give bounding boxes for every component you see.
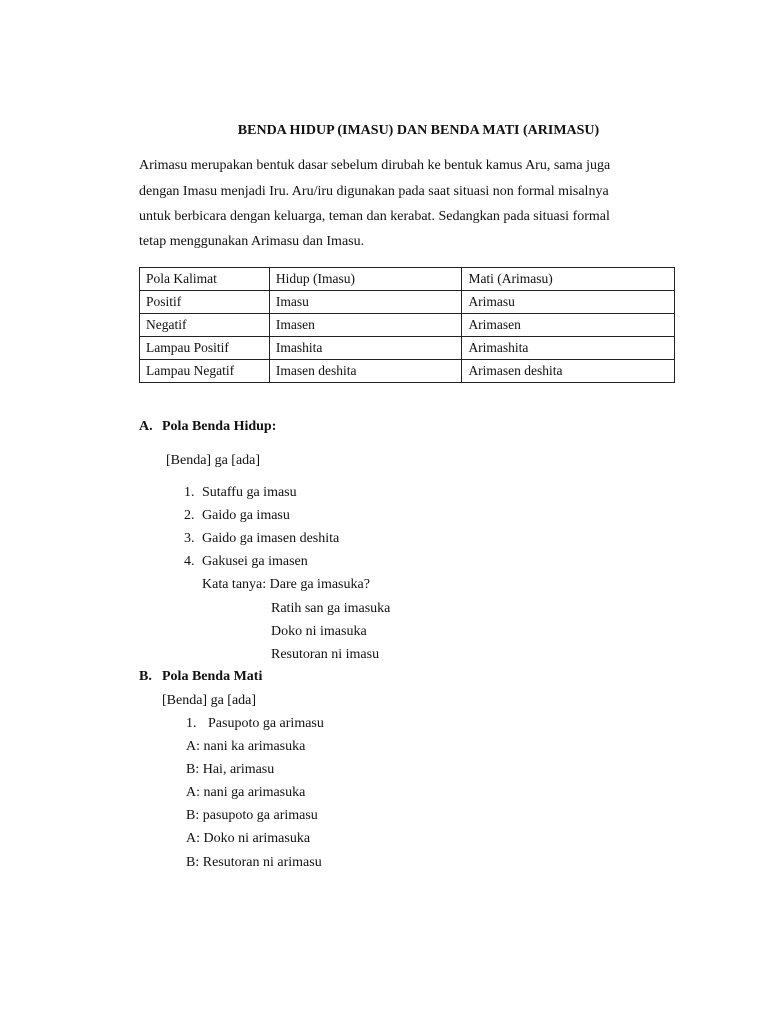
table-header-row bbox=[140, 268, 675, 291]
dialog-line: B: pasupoto ga arimasu bbox=[186, 808, 318, 823]
table-cell: Arimasu bbox=[462, 291, 675, 314]
table-cell: Arimashita bbox=[462, 337, 675, 360]
section-a-marker: A. bbox=[139, 419, 153, 434]
table-cell: Imasu bbox=[269, 291, 462, 314]
intro-line: untuk berbicara dengan keluarga, teman dan kerabat. Sedangkan pada situasi formal bbox=[139, 209, 610, 224]
table-cell: Arimasen deshita bbox=[462, 360, 675, 383]
table-cell: Imashita bbox=[269, 337, 462, 360]
list-item: Pasupoto ga arimasu bbox=[208, 716, 324, 731]
dialog-line: B: Resutoran ni arimasu bbox=[186, 855, 322, 870]
intro-line: Arimasu merupakan bentuk dasar sebelum dirubah ke bentuk kamus Aru, sama juga bbox=[139, 158, 611, 173]
intro-line: dengan Imasu menjadi Iru. Aru/iru digunakan pada saat situasi non formal misalnya bbox=[139, 184, 609, 199]
question-line: Doko ni imasuka bbox=[271, 624, 367, 639]
table-row bbox=[140, 314, 675, 337]
dialog-line: A: nani ka arimasuka bbox=[186, 739, 306, 754]
forms-table bbox=[139, 267, 675, 383]
section-a-pattern: [Benda] ga [ada] bbox=[166, 453, 261, 468]
table-cell: Imasen bbox=[269, 314, 462, 337]
list-item: Sutaffu ga imasu bbox=[202, 485, 297, 500]
dialog-line: A: Doko ni arimasuka bbox=[186, 831, 311, 846]
list-item: Gakusei ga imasen bbox=[202, 554, 308, 569]
list-item-number: 4. bbox=[184, 554, 195, 569]
intro-line: tetap menggunakan Arimasu dan Imasu. bbox=[139, 234, 365, 249]
table-header-cell: Hidup (Imasu) bbox=[269, 268, 462, 291]
dialog-line: B: Hai, arimasu bbox=[186, 762, 275, 777]
dialog-line: A: nani ga arimasuka bbox=[186, 785, 306, 800]
table-cell: Lampau Positif bbox=[140, 337, 270, 360]
table-cell: Lampau Negatif bbox=[140, 360, 270, 383]
list-item: Gaido ga imasen deshita bbox=[202, 531, 340, 546]
section-b-heading: Pola Benda Mati bbox=[162, 669, 263, 684]
table-cell: Negatif bbox=[140, 314, 270, 337]
section-b-pattern: [Benda] ga [ada] bbox=[162, 693, 257, 708]
list-item-number: 1. bbox=[184, 485, 195, 500]
list-item-number: 1. bbox=[186, 716, 197, 731]
table-cell: Positif bbox=[140, 291, 270, 314]
table-row bbox=[140, 291, 675, 314]
list-item-number: 2. bbox=[184, 508, 195, 523]
list-item: Gaido ga imasu bbox=[202, 508, 290, 523]
table-row bbox=[140, 337, 675, 360]
list-item-number: 3. bbox=[184, 531, 195, 546]
page-title: BENDA HIDUP (IMASU) DAN BENDA MATI (ARIMASU) bbox=[237, 123, 600, 138]
question-line: Resutoran ni imasu bbox=[271, 647, 380, 662]
table-header-cell: Mati (Arimasu) bbox=[462, 268, 675, 291]
section-a-heading: Pola Benda Hidup: bbox=[162, 419, 277, 434]
question-label: Kata tanya: Dare ga imasuka? bbox=[202, 577, 370, 592]
table-row bbox=[140, 360, 675, 383]
table-cell: Imasen deshita bbox=[269, 360, 462, 383]
table-cell: Arimasen bbox=[462, 314, 675, 337]
table-header-cell: Pola Kalimat bbox=[140, 268, 270, 291]
section-b-marker: B. bbox=[139, 669, 152, 684]
question-line: Ratih san ga imasuka bbox=[271, 601, 391, 616]
